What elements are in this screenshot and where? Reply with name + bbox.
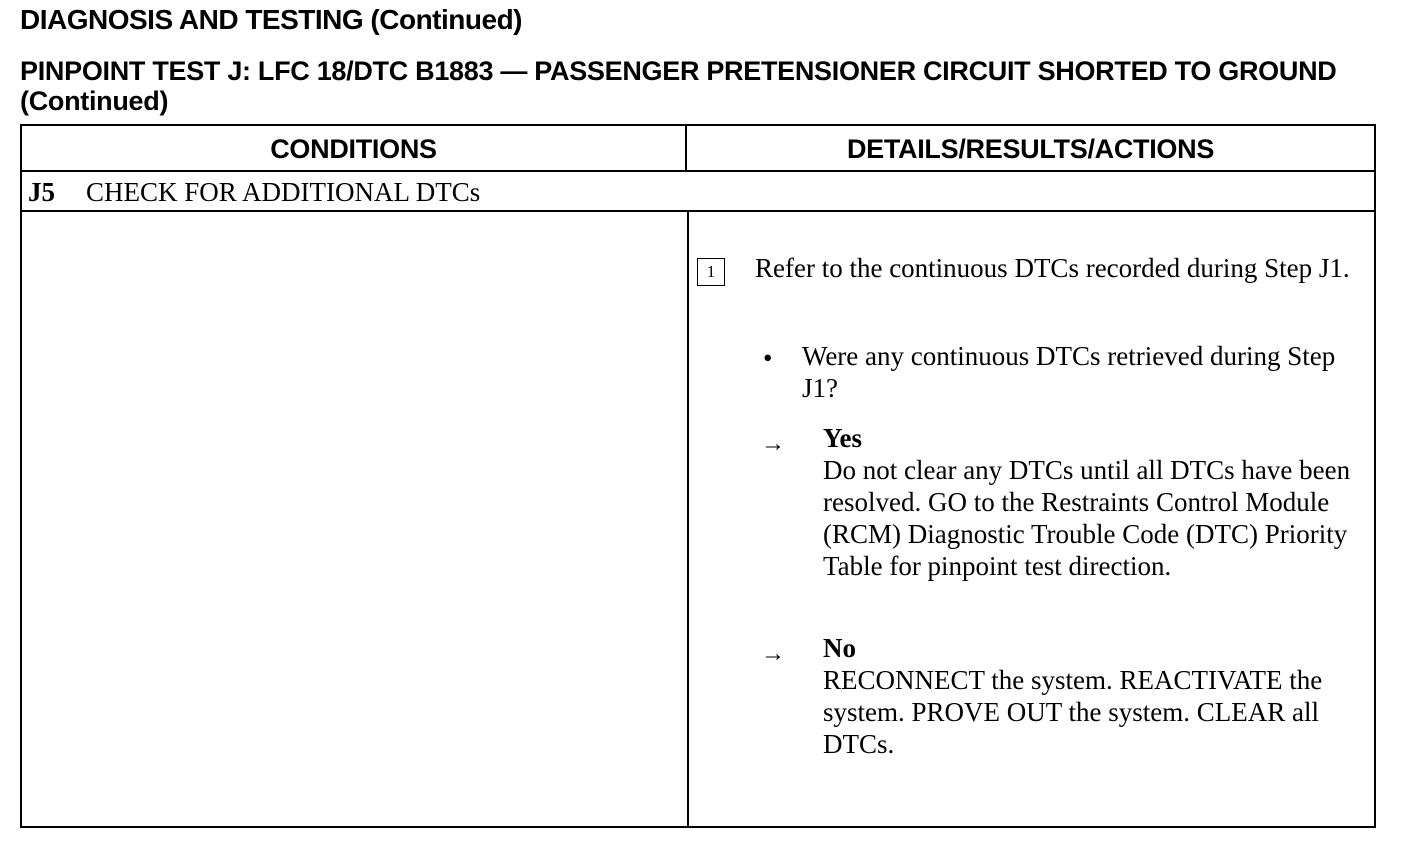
details-cell [689, 212, 1374, 826]
section-title: DIAGNOSIS AND TESTING (Continued) [20, 4, 522, 35]
conditions-cell [22, 212, 687, 826]
yes-action-text: Do not clear any DTCs until all DTCs have been resolved. GO to the Restraints Control Module (RCM) Diagnostic Trouble Code (DTC) Priority Table for pinpoint test direction. [823, 455, 1351, 581]
step-id: J5 [28, 177, 55, 207]
yes-arrow-icon: → [761, 431, 785, 457]
yes-label: Yes [823, 423, 862, 453]
pinpoint-test-title: PINPOINT TEST J: LFC 18/DTC B1883 — PASSENGER PRETENSIONER CIRCUIT SHORTED TO GROUND (Continued) [20, 56, 1337, 116]
step-row [22, 172, 1374, 212]
no-label: No [823, 633, 856, 663]
procedure-table [20, 124, 1376, 828]
no-action-text: RECONNECT the system. REACTIVATE the system. PROVE OUT the system. CLEAR all DTCs. [823, 665, 1323, 759]
step-number-box: 1 [697, 258, 725, 286]
instruction-text: Refer to the continuous DTCs recorded during Step J1. [755, 253, 1350, 283]
bullet-icon: • [763, 343, 773, 373]
step-title: CHECK FOR ADDITIONAL DTCs [86, 177, 481, 207]
no-arrow-icon: → [761, 641, 785, 667]
details-column-header: DETAILS/RESULTS/ACTIONS [687, 126, 1374, 172]
conditions-column-header: CONDITIONS [22, 126, 687, 172]
question-text: Were any continuous DTCs retrieved during Step J1? [802, 341, 1336, 403]
